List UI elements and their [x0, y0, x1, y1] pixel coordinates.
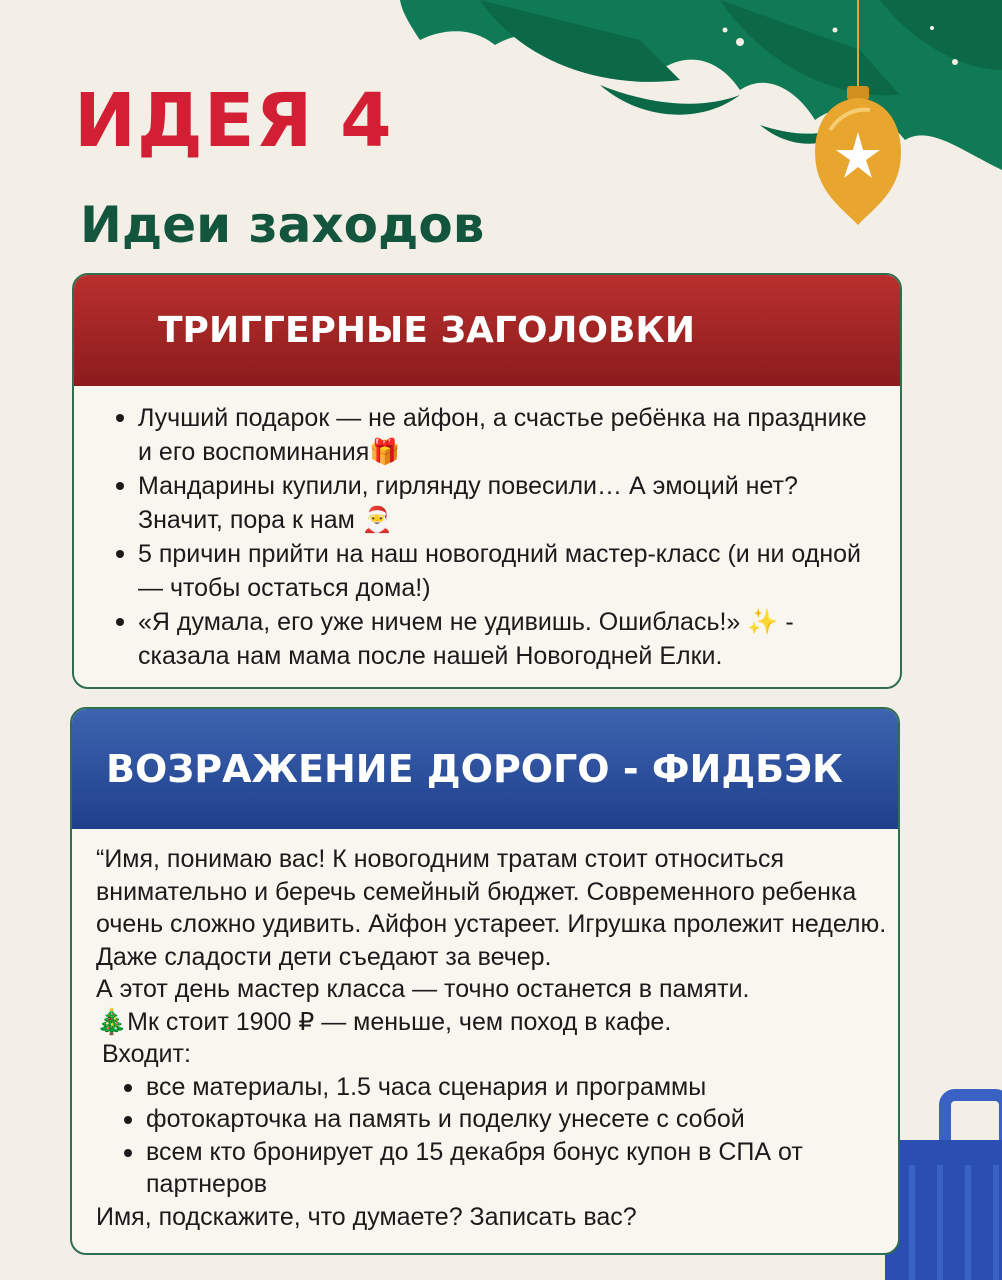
- list-item: «Я думала, его уже ничем не удивишь. Ошиблась!» ✨ - сказала нам мама после нашей Новогодней Елки.: [134, 605, 870, 673]
- trigger-headlines-body: [74, 386, 900, 673]
- list-item: все материалы, 1.5 часа сценария и программы: [142, 1071, 888, 1104]
- objection-heading: ВОЗРАЖЕНИЕ ДОРОГО - ФИДБЭК: [72, 709, 898, 829]
- page-subtitle: Идеи заходов: [80, 196, 485, 254]
- objection-intro: “Имя, понимаю вас! К новогодним тратам стоит относиться внимательно и беречь семейный бюджет. Современного ребенка очень сложно удивить. Айфон устареет. Игрушка пролежит неделю. Даже сладости дети съедают за вечер.: [96, 845, 887, 971]
- idea-title: ИДЕЯ 4: [74, 78, 393, 164]
- gift-icon: 🎁: [369, 437, 401, 466]
- pine-branch: [400, 0, 1002, 170]
- includes-list: [142, 1071, 888, 1201]
- list-item: всем кто бронирует до 15 декабря бонус купон в СПА от партнеров: [142, 1136, 888, 1201]
- objection-body: [72, 829, 898, 1233]
- list-item: 5 причин прийти на наш новогодний мастер-класс (и ни одной — чтобы остаться дома!): [134, 537, 870, 605]
- objection-price-line: 🎄Мк стоит 1900 ₽ — меньше, чем поход в кафе.: [96, 1006, 672, 1036]
- santa-icon: 🎅: [361, 505, 393, 534]
- list-item: Лучший подарок — не айфон, а счастье ребёнка на празднике и его воспоминания🎁: [134, 401, 870, 469]
- trigger-headlines-list: [134, 401, 870, 673]
- christmas-tree-icon: 🎄: [96, 1006, 128, 1036]
- objection-memory-line: А этот день мастер класса — точно останется в памяти.: [96, 975, 750, 1003]
- trigger-headlines-card: [72, 273, 902, 689]
- list-item: фотокарточка на память и поделку унесете с собой: [142, 1103, 888, 1136]
- objection-closing: Имя, подскажите, что думаете? Записать вас?: [96, 1202, 637, 1231]
- list-item: Мандарины купили, гирлянду повесили… А эмоций нет? Значит, пора к нам 🎅: [134, 469, 870, 537]
- includes-label: Входит:: [102, 1040, 191, 1068]
- suitcase-icon: [885, 1095, 1002, 1280]
- trigger-headlines-heading: ТРИГГЕРНЫЕ ЗАГОЛОВКИ: [74, 275, 900, 386]
- objection-card: [70, 707, 900, 1255]
